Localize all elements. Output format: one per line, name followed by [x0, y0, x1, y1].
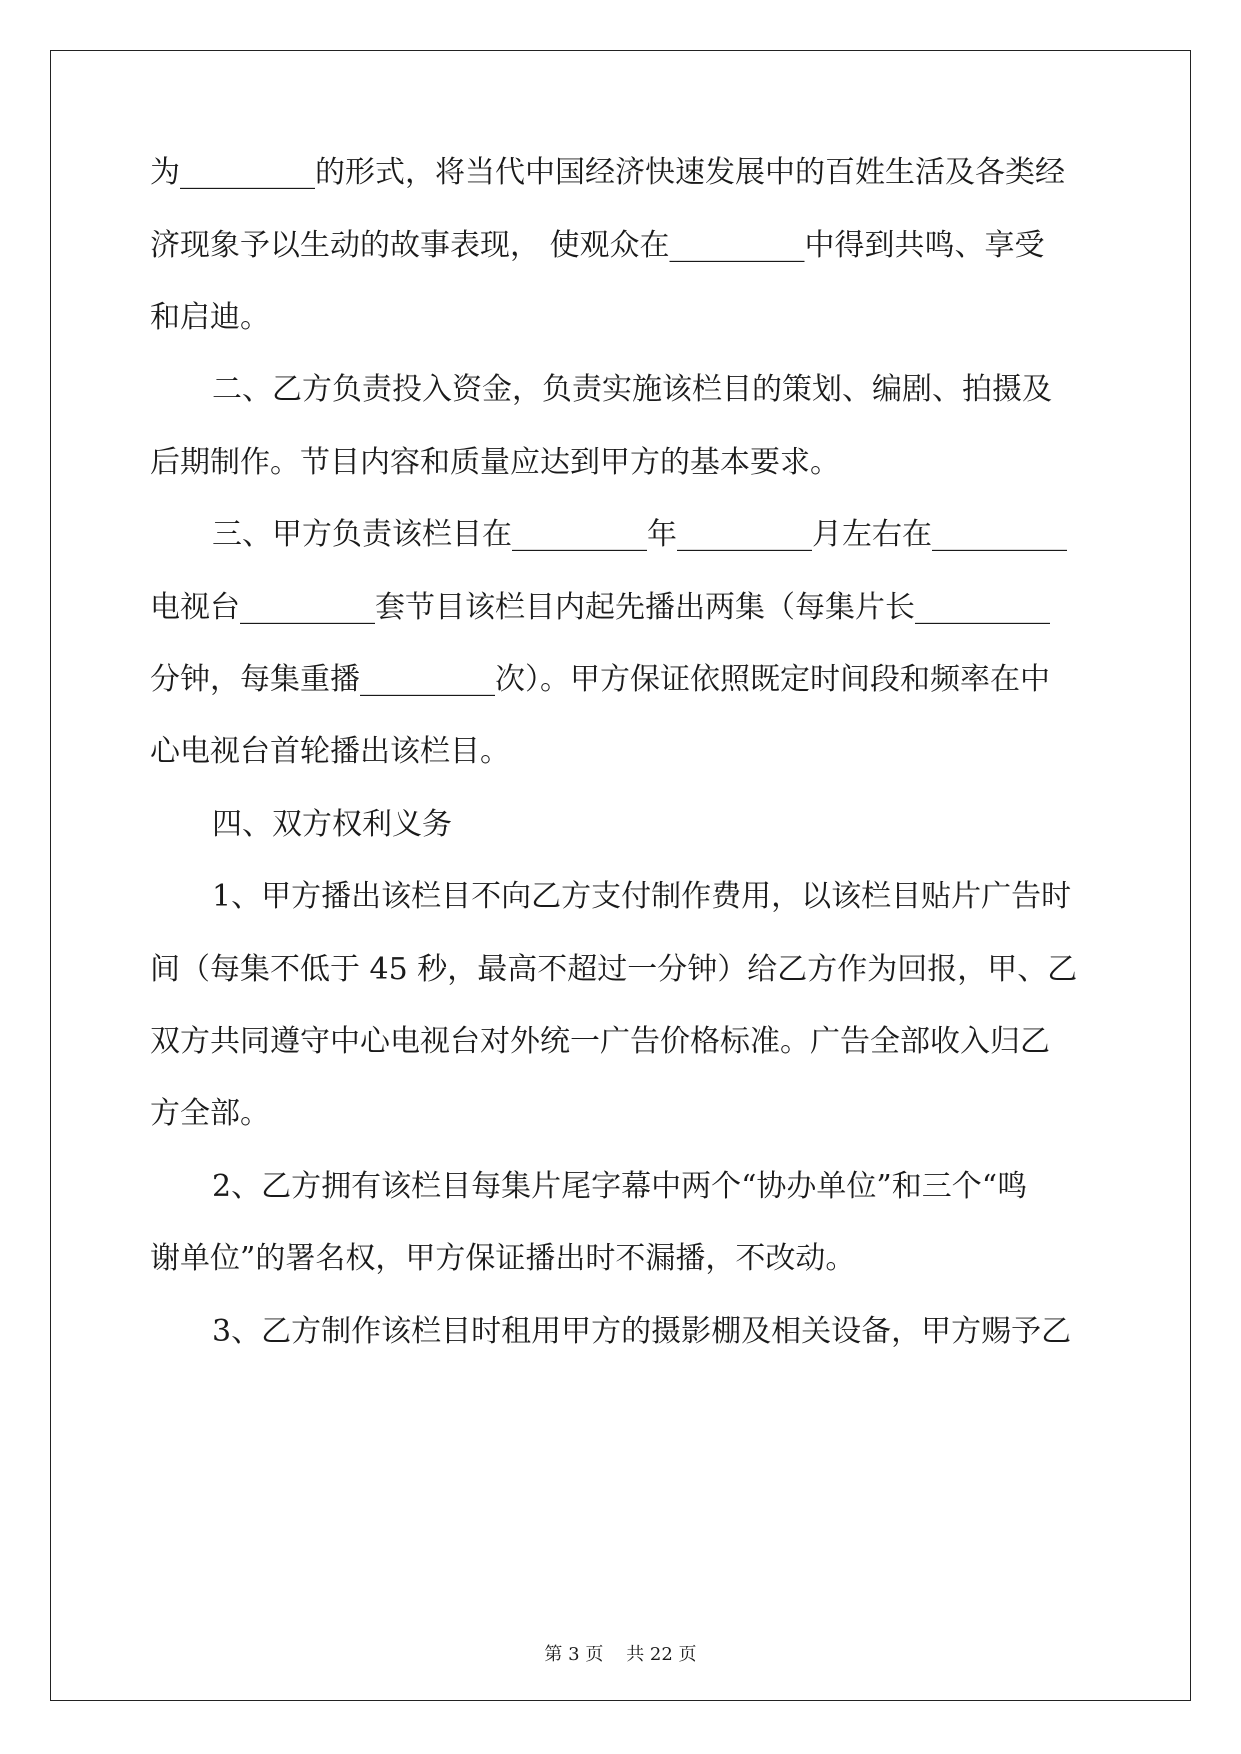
body-line-12: 间（每集不低于 45 秒，最高不超过一分钟）给乙方作为回报，甲、乙: [150, 952, 1078, 987]
body-line-9: 心电视台首轮播出该栏目。: [150, 734, 510, 769]
page-number-footer: 第 3 页 共 22 页: [544, 1644, 697, 1665]
body-line-14: 方全部。: [150, 1096, 270, 1131]
body-line-16: 谢单位”的署名权，甲方保证播出时不漏播，不改动。: [150, 1241, 856, 1276]
body-line-17: 3、乙方制作该栏目时租用甲方的摄影棚及相关设备，甲方赐予乙: [212, 1314, 1072, 1349]
body-line-3: 和启迪。: [150, 300, 270, 335]
body-line-11: 1、甲方播出该栏目不向乙方支付制作费用，以该栏目贴片广告时: [212, 879, 1072, 914]
section-heading: 四、双方权利义务: [212, 807, 452, 842]
body-line-15: 2、乙方拥有该栏目每集片尾字幕中两个“协办单位”和三个“鸣: [212, 1169, 1028, 1204]
body-line-1: 为_________的形式，将当代中国经济快速发展中的百姓生活及各类经: [150, 155, 1065, 190]
body-line-13: 双方共同遵守中心电视台对外统一广告价格标准。广告全部收入归乙: [150, 1024, 1050, 1059]
body-line-6: 三、甲方负责该栏目在_________年_________月左右在_________: [212, 517, 1067, 552]
body-line-5: 后期制作。节目内容和质量应达到甲方的基本要求。: [150, 445, 840, 480]
body-line-2: 济现象予以生动的故事表现， 使观众在_________中得到共鸣、享受: [150, 228, 1045, 263]
body-line-7: 电视台_________套节目该栏目内起先播出两集（每集片长_________: [150, 590, 1050, 625]
body-line-8: 分钟，每集重播_________次）。甲方保证依照既定时间段和频率在中: [150, 662, 1050, 697]
body-line-4: 二、乙方负责投入资金，负责实施该栏目的策划、编剧、拍摄及: [212, 372, 1052, 407]
